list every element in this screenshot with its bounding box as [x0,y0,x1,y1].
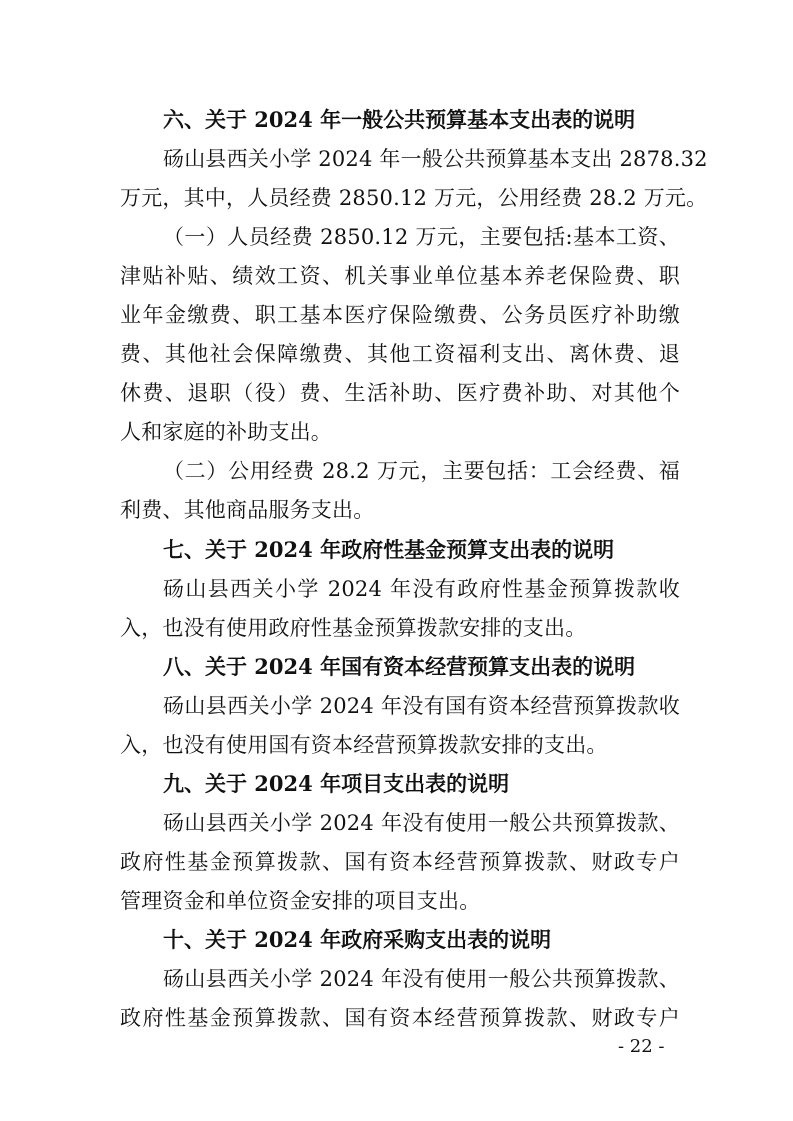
section-10-line-2: 政府性基金预算拨款、国有资本经营预算拨款、财政专户 [120,1006,680,1030]
section-6-sub1-line-6: 人和家庭的补助支出。 [120,420,332,444]
section-8-line-1: 砀山县西关小学 2024 年没有国有资本经营预算拨款收 [163,694,680,718]
section-6-line-1: 砀山县西关小学 2024 年一般公共预算基本支出 2878.32 [163,147,708,171]
section-9-line-3: 管理资金和单位资金安排的项目支出。 [120,889,481,913]
section-10-heading: 十、关于 2024 年政府采购支出表的说明 [163,927,552,952]
section-6-sub1-line-3: 业年金缴费、职工基本医疗保险缴费、公务员医疗补助缴 [120,303,680,327]
section-10-line-1: 砀山县西关小学 2024 年没有使用一般公共预算拨款、 [163,967,680,991]
page-number: - 22 - [618,1036,665,1057]
section-6-heading: 六、关于 2024 年一般公共预算基本支出表的说明 [163,107,636,132]
section-6-sub2-line-2: 利费、其他商品服务支出。 [120,498,375,522]
section-6-sub1-line-1: （一）人员经费 2850.12 万元，主要包括:基本工资、 [163,225,680,249]
section-9-line-2: 政府性基金预算拨款、国有资本经营预算拨款、财政专户 [120,850,680,874]
section-9-heading: 九、关于 2024 年项目支出表的说明 [163,771,510,796]
section-6-sub2-line-1: （二）公用经费 28.2 万元，主要包括：工会经费、福 [163,459,680,483]
section-6-sub1-line-5: 休费、退职（役）费、生活补助、医疗费补助、对其他个 [120,381,680,405]
section-7-heading: 七、关于 2024 年政府性基金预算支出表的说明 [163,537,615,562]
section-6-line-2: 万元，其中，人员经费 2850.12 万元，公用经费 28.2 万元。 [120,186,708,210]
section-6-sub1-line-4: 费、其他社会保障缴费、其他工资福利支出、离休费、退 [120,342,680,366]
section-9-line-1: 砀山县西关小学 2024 年没有使用一般公共预算拨款、 [163,811,680,835]
section-8-heading: 八、关于 2024 年国有资本经营预算支出表的说明 [163,654,636,679]
section-7-line-2: 入，也没有使用政府性基金预算拨款安排的支出。 [120,616,587,640]
section-6-sub1-line-2: 津贴补贴、绩效工资、机关事业单位基本养老保险费、职 [120,264,680,288]
section-8-line-2: 入，也没有使用国有资本经营预算拨款安排的支出。 [120,733,608,757]
section-7-line-1: 砀山县西关小学 2024 年没有政府性基金预算拨款收 [163,577,680,601]
